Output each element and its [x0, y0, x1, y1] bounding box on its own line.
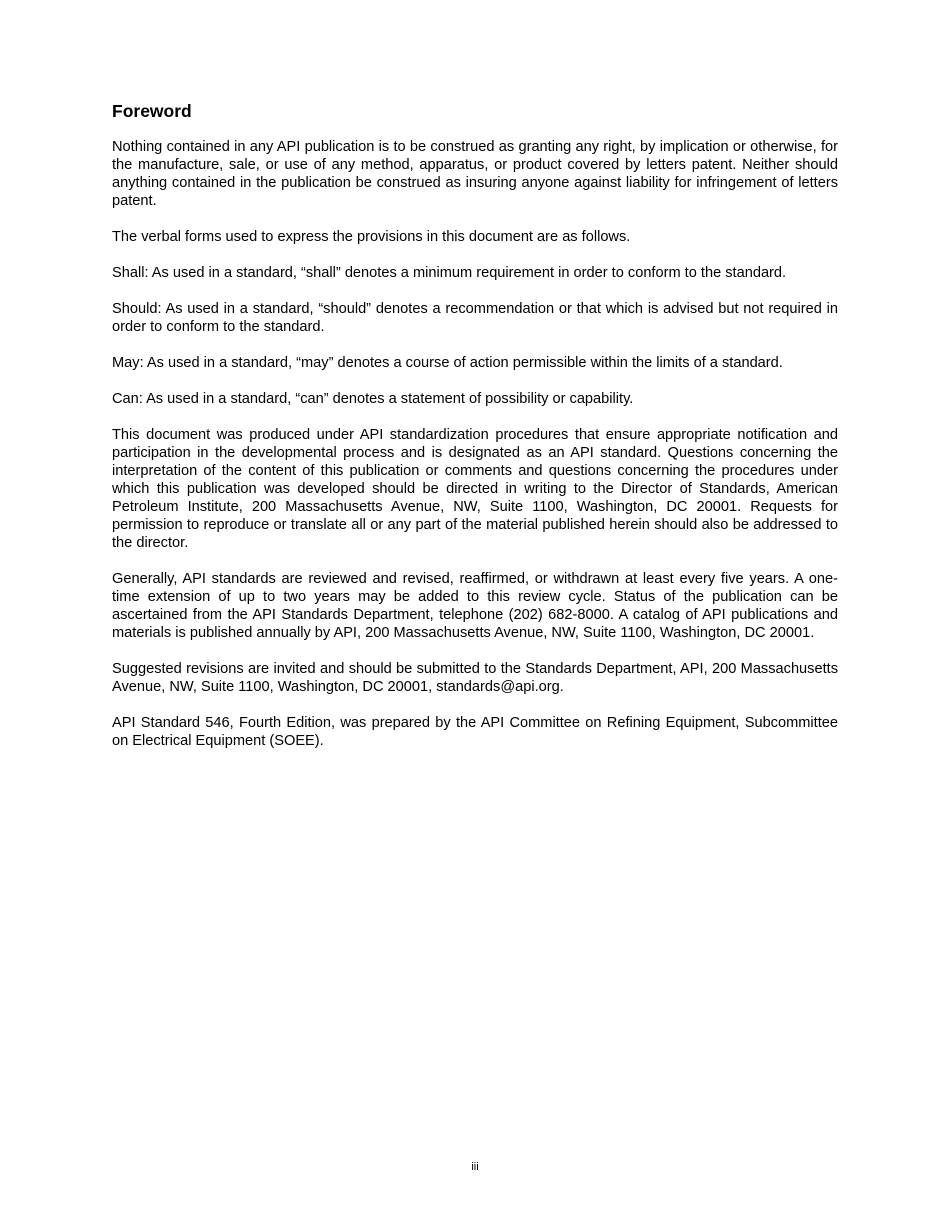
paragraph-can-definition: Can: As used in a standard, “can” denotes a statement of possibility or capability. — [112, 391, 634, 407]
paragraph-may-definition: May: As used in a standard, “may” denotes a course of action permissible within the limits of a standard. — [112, 355, 783, 371]
paragraph-suggested-revisions: Suggested revisions are invited and should be submitted to the Standards Department, API, 200 Massachusetts Avenue, NW, Suite 1100, Washington, DC 20001, standards@api.org. — [112, 661, 838, 695]
paragraph-verbal-forms-intro: The verbal forms used to express the provisions in this document are as follows. — [112, 229, 631, 245]
paragraph-should-definition: Should: As used in a standard, “should” denotes a recommendation or that which is advised but not required in order to conform to the standard. — [112, 301, 838, 335]
paragraph-shall-definition: Shall: As used in a standard, “shall” denotes a minimum requirement in order to conform to the standard. — [112, 265, 787, 281]
document-page — [112, 100, 838, 768]
page-number: iii — [471, 1161, 479, 1173]
paragraph-standardization-procedures: This document was produced under API standardization procedures that ensure appropriate notification and participation in the developmental process and is designated as an API standard. Questions concerning the interpretation of the content of this publication or comments and questions concerning the procedures under which this publication was developed should be directed in writing to the Director of Standards, American Petroleum Institute, 200 Massachusetts Avenue, NW, Suite 1100, Washington, DC 20001. Requests for permission to reproduce or translate all or any part of the material published herein should also be addressed to the director. — [112, 427, 838, 551]
page-title: Foreword — [112, 101, 192, 121]
paragraph-review-cycle: Generally, API standards are reviewed and revised, reaffirmed, or withdrawn at least every five years. A one-time extension of up to two years may be added to this review cycle. Status of the publication can be ascertained from the API Standards Department, telephone (202) 682-8000. A catalog of API publications and materials is published annually by API, 200 Massachusetts Avenue, NW, Suite 1100, Washington, DC 20001. — [112, 571, 838, 641]
paragraph-patent-disclaimer: Nothing contained in any API publication is to be construed as granting any right, by implication or otherwise, for the manufacture, sale, or use of any method, apparatus, or product covered by letters patent. Neither should anything contained in the publication be construed as insuring anyone against liability for infringement of letters patent. — [112, 139, 838, 209]
paragraph-committee-credit: API Standard 546, Fourth Edition, was prepared by the API Committee on Refining Equipment, Subcommittee on Electrical Equipment (SOEE). — [112, 715, 838, 749]
